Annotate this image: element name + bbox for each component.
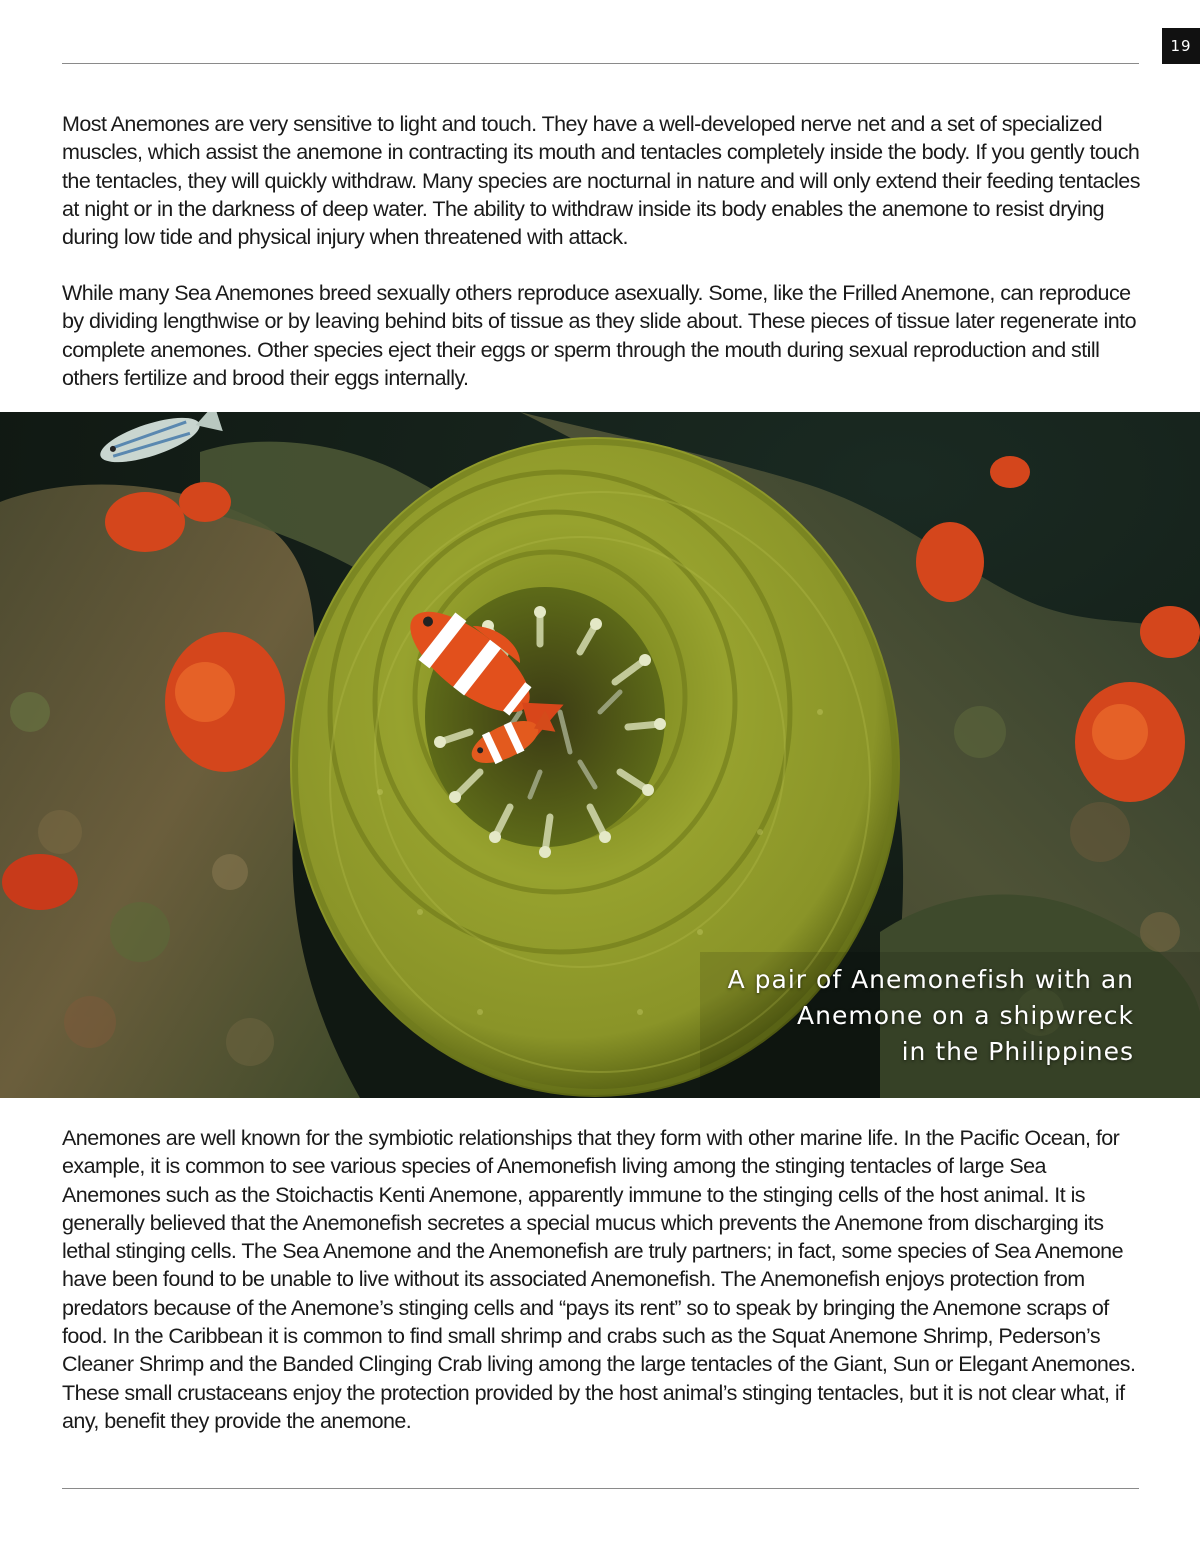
article-paragraph-3: Anemones are well known for the symbiotic relationships that they form with other marine life. In the Pacific Ocean, for example, it is common to see various species of Anemonefish living among the stinging tentacles of large Sea Anemones such as the Stoichactis Kenti Anemone, apparently immune to the stinging cells of the host animal. It is generally believed that the Anemonefish secretes a special mucus which prevents the Anemone from discharging its lethal stinging cells. The Sea Anemone and the Anemonefish are truly partners; in fact, some species of Sea Anemone have been found to be unable to live without its associated Anemonefish. The Anemonefish enjoys protection from predators because of the Anemone’s stinging cells and “pays its rent” so to speak by bringing the Anemone scraps of food. In the Caribbean it is common to find small shrimp and crabs such as the Squat Anemone Shrimp, Pederson’s Cleaner Shrimp and the Banded Clinging Crab living among the large tentacles of the Giant, Sun or Elegant Anemones. These small crustaceans enjoy the protection provided by the host animal’s stinging tentacles, but it is not clear what, if any, benefit they provide the anemone. xyxy=(62,1126,1136,1433)
photo-caption-line-1: A pair of Anemonefish with an xyxy=(727,965,1134,994)
article-paragraph-1: Most Anemones are very sensitive to light and touch. They have a well-developed nerve net and a set of specialized muscles, which assist the anemone in contracting its mouth and tentacles completely inside the body. If you gently touch the tentacles, they will quickly withdraw. Many species are nocturnal in nature and will only extend their feeding tentacles at night or in the darkness of deep water. The ability to withdraw inside its body enables the anemone to resist drying during low tide and physical injury when threatened with attack. xyxy=(62,112,1140,250)
photo-caption-line-3: in the Philippines xyxy=(901,1037,1134,1066)
article-paragraph-2: While many Sea Anemones breed sexually others reproduce asexually. Some, like the Frilled Anemone, can reproduce by dividing lengthwise or by leaving behind bits of tissue as they slide about. These pieces of tissue later regenerate into complete anemones. Other species eject their eggs or sperm through the mouth during sexual reproduction and still others fertilize and brood their eggs internally. xyxy=(62,281,1136,390)
photo-caption xyxy=(614,962,1134,1070)
header-rule xyxy=(62,63,1139,64)
photo-caption-line-2: Anemone on a shipwreck xyxy=(797,1001,1134,1030)
footer-rule xyxy=(62,1488,1139,1489)
anemone-photo xyxy=(0,412,1200,1098)
page-number: 19 xyxy=(1162,28,1200,64)
